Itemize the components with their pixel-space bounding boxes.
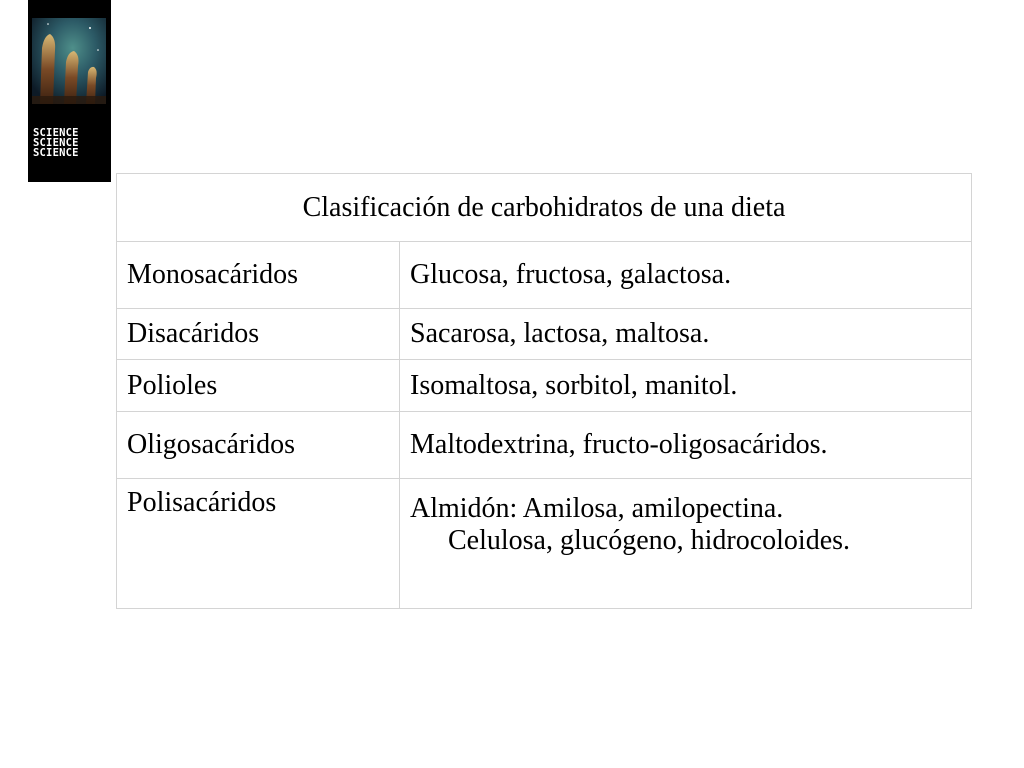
examples-cell bbox=[400, 479, 972, 609]
category-cell: Monosacáridos bbox=[117, 242, 400, 309]
examples-cell: Sacarosa, lactosa, maltosa. bbox=[400, 309, 972, 360]
table-row bbox=[117, 242, 972, 309]
category-cell: Polisacáridos bbox=[117, 479, 400, 609]
category-cell: Disacáridos bbox=[117, 309, 400, 360]
category-cell: Polioles bbox=[117, 360, 400, 412]
nebula-pillars-icon bbox=[28, 0, 111, 125]
logo-wordmark bbox=[33, 128, 107, 158]
category-cell: Oligosacáridos bbox=[117, 412, 400, 479]
table-row bbox=[117, 309, 972, 360]
table-row bbox=[117, 360, 972, 412]
logo-line: SCIENCE bbox=[33, 137, 79, 149]
table-title: Clasificación de carbohidratos de una dieta bbox=[117, 174, 972, 242]
examples-cell: Maltodextrina, fructo-oligosacáridos. bbox=[400, 412, 972, 479]
logo-line: SCIENCE bbox=[33, 147, 79, 159]
examples-cell: Glucosa, fructosa, galactosa. bbox=[400, 242, 972, 309]
table-row bbox=[117, 479, 972, 609]
table-header-row bbox=[117, 174, 972, 242]
logo-line: SCIENCE bbox=[33, 127, 79, 139]
table-row bbox=[117, 412, 972, 479]
examples-line: Celulosa, glucógeno, hidrocoloides. bbox=[448, 525, 851, 556]
science-logo bbox=[28, 0, 111, 182]
examples-cell: Isomaltosa, sorbitol, manitol. bbox=[400, 360, 972, 412]
carbohydrate-table bbox=[116, 173, 972, 609]
examples-line: Almidón: Amilosa, amilopectina. bbox=[410, 493, 784, 524]
